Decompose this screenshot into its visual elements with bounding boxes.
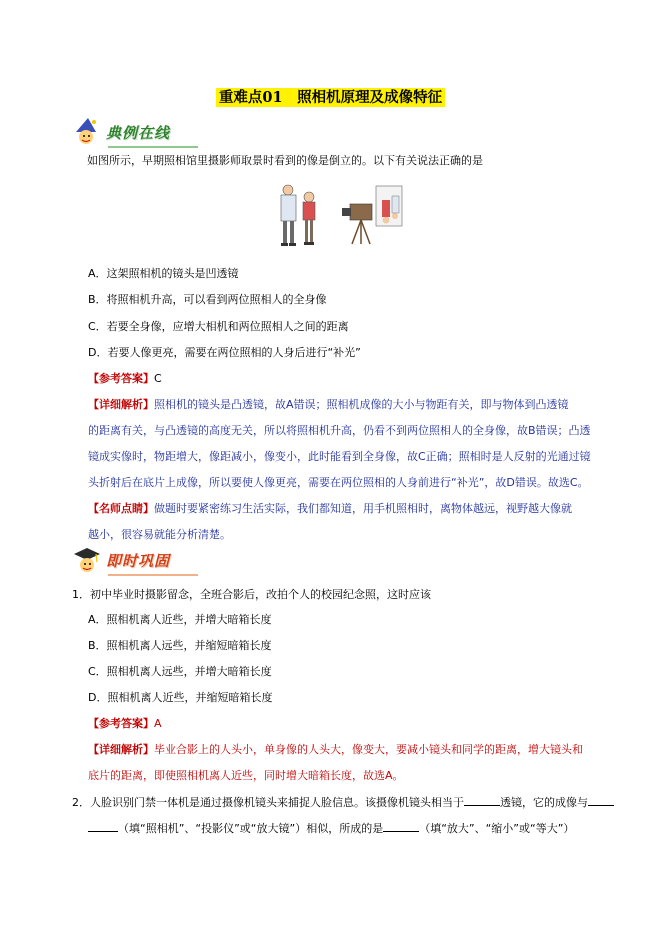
answer-tag: 【参考答案】 bbox=[88, 372, 154, 385]
q1-option-a: A．照相机离人近些，并增大暗箱长度 bbox=[88, 613, 272, 626]
section-label: 即时巩固 bbox=[106, 551, 171, 570]
q1-question: 1．初中毕业时摄影留念，全班合影后，改拍个人的校园纪念照，这时应该 bbox=[72, 588, 431, 601]
example-question: 如图所示，早期照相馆里摄影师取景时看到的像是倒立的。以下有关说法正确的是 bbox=[87, 154, 483, 167]
q2-blank-1[interactable] bbox=[464, 794, 500, 806]
analysis-line-4: 头折射后在底片上成像，所以要使人像更亮，需要在两位照相的人身前进行“补光”，故D错误。故选C。 bbox=[88, 476, 589, 489]
wizard-mascot-icon bbox=[72, 118, 102, 146]
q2-line-2: （填“照相机”、“投影仪”或“放大镜”）相似，所成的是 （填“放大”、“缩小”或“等大”） bbox=[88, 820, 574, 837]
section-label: 典例在线 bbox=[106, 123, 171, 142]
answer-value: C bbox=[154, 372, 162, 385]
q2-line-1: 2．人脸识别门禁一体机是通过摄像机镜头来捕捉人脸信息。该摄像机镜头相当于 透镜，它的成像与 bbox=[72, 794, 614, 811]
section-badge-practice bbox=[72, 546, 170, 574]
option-b: B．将照相机升高，可以看到两位照相人的全身像 bbox=[88, 293, 327, 306]
graduate-mascot-icon bbox=[72, 546, 102, 574]
q1-analysis-line-1: 【详细解析】毕业合影上的人头小，单身像的人头大，像变大，要减小镜头和同学的距离，增大镜头和 bbox=[88, 743, 583, 756]
analysis-line-2: 的距离有关，与凸透镜的高度无关，所以将照相机升高，仍看不到两位照相人的全身像，故B错误；凸透 bbox=[88, 424, 591, 437]
q1-answer-value: A bbox=[154, 717, 162, 730]
section-badge-examples bbox=[72, 118, 170, 146]
q1-analysis-line-2: 底片的距离，即使照相机离人近些，同时增大暗箱长度，故选A。 bbox=[88, 769, 404, 782]
page-title: 重难点01 照相机原理及成像特征 bbox=[0, 86, 661, 107]
option-a: A．这架照相机的镜头是凹透镜 bbox=[88, 267, 239, 280]
q2-blank-2b[interactable] bbox=[88, 820, 118, 832]
q1-option-c: C．照相机离人远些，并增大暗箱长度 bbox=[88, 665, 272, 678]
q1-reference-answer: 【参考答案】A bbox=[88, 717, 162, 730]
analysis-tag: 【详细解析】 bbox=[88, 398, 154, 411]
q2-blank-2a[interactable] bbox=[588, 794, 614, 806]
q1-option-b: B．照相机离人远些，并缩短暗箱长度 bbox=[88, 639, 272, 652]
analysis-line-1: 【详细解析】照相机的镜头是凸透镜，故A错误；照相机成像的大小与物距有关，即与物体到凸透镜 bbox=[88, 398, 569, 411]
badge-underline bbox=[108, 146, 198, 148]
reference-answer bbox=[88, 371, 162, 387]
tip-line-1: 【名师点睛】做题时要紧密练习生活实际，我们都知道，用手机照相时，离物体越远，视野越大像就 bbox=[88, 502, 572, 515]
tip-line-2: 越小，很容易就能分析清楚。 bbox=[88, 528, 231, 541]
badge-underline bbox=[108, 574, 198, 576]
camera-scene-illustration bbox=[276, 182, 407, 249]
option-d: D．若要人像更亮，需要在两位照相的人身后进行“补光” bbox=[88, 346, 361, 359]
analysis-line-3: 镜成实像时，物距增大，像距减小，像变小，此时能看到全身像，故C正确；照相时是人反射的光通过镜 bbox=[88, 450, 591, 463]
tip-tag: 【名师点睛】 bbox=[88, 502, 154, 515]
q1-option-d: D．照相机离人近些，并缩短暗箱长度 bbox=[88, 691, 273, 704]
option-c: C．若要全身像，应增大相机和两位照相人之间的距离 bbox=[88, 320, 349, 333]
q2-blank-3[interactable] bbox=[383, 820, 419, 832]
